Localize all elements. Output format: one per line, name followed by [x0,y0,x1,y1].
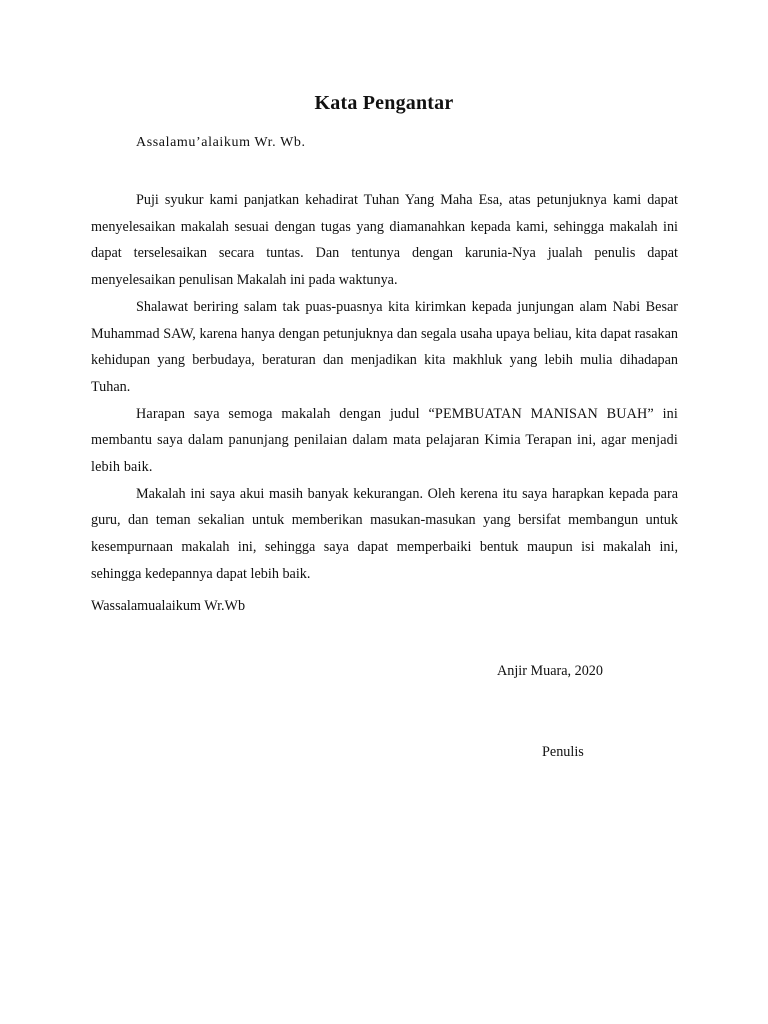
paragraph-shalawat: Shalawat beriring salam tak puas-puasnya kita kirimkan kepada junjungan alam Nabi Besar Muhammad SAW, karena hanya dengan petunjuknya dan segala usaha upaya beliau, kita dapat rasakan kehidupan yang berbudaya, beraturan dan menjadikan kita makhluk yang lebih mulia dihadapan Tuhan. [91,298,678,395]
place-date: Anjir Muara, 2020 [497,663,603,679]
greeting: Assalamu’alaikum Wr. Wb. [136,135,306,150]
document-body [91,187,678,588]
paragraph-shortcomings: Makalah ini saya akui masih banyak kekurangan. Oleh kerena itu saya harapkan kepada para guru, dan teman sekalian untuk memberikan masukan-masukan yang bersifat membangun untuk kesempurnaan makalah ini, sehingga saya dapat memperbaiki bentuk maupun isi makalah ini, sehingga kedepannya dapat lebih baik. [91,485,678,582]
closing-salutation: Wassalamualaikum Wr.Wb [91,598,246,614]
paragraph-gratitude: Puji syukur kami panjatkan kehadirat Tuhan Yang Maha Esa, atas petunjuknya kami dapat menyelesaikan makalah sesuai dengan tugas yang diamanahkan kepada kami, sehingga makalah ini dapat terselesaikan secara tuntas. Dan tentunya dengan karunia-Nya jualah penulis dapat menyelesaikan penulisan Makalah ini pada waktunya. [91,192,678,289]
paragraph-hope: Harapan saya semoga makalah dengan judul “PEMBUATAN MANISAN BUAH” ini membantu saya dalam panunjang penilaian dalam mata pelajaran Kimia Terapan ini, agar menjadi lebih baik. [91,405,678,476]
page-title: Kata Pengantar [314,92,454,114]
author-signature: Penulis [542,744,584,760]
